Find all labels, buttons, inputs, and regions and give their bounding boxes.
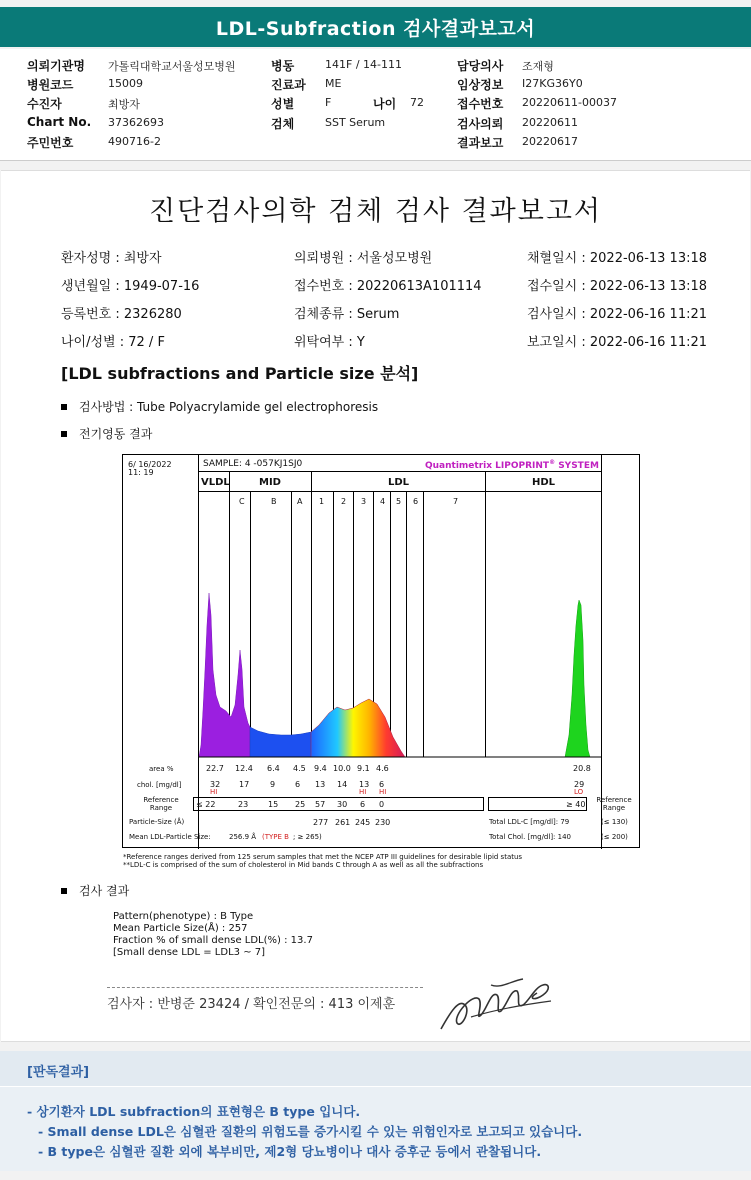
mean-size-label: Mean LDL-Particle Size: [129,833,211,841]
registered-mark-icon: ® [549,459,556,466]
ref-c: 23 [238,800,249,809]
result-sdldl-def: [Small dense LDL = LDL3 ~ 7] [113,947,266,958]
patient-label: 수진자 [27,97,62,111]
area-hdl: 20.8 [573,764,591,773]
chol-a: 6 [295,780,301,789]
flag-3: HI [359,788,367,796]
psize-row-label: Particle-Size (Å) [129,818,185,826]
area-b: 6.4 [267,764,280,773]
area-c: 12.4 [235,764,253,773]
ref-row-label: Reference Range [143,796,179,812]
info-birthdate: 생년월일 : 1949-07-16 [61,279,200,294]
department-label: 진료과 [271,78,306,92]
ref-3: 6 [360,800,366,809]
info-specimen: 검체종류 : Serum [294,307,400,322]
psize-1: 277 [313,818,329,827]
ward-label: 병동 [271,59,295,73]
area-vldl: 22.7 [206,764,224,773]
signature-line: 검사자 : 반병준 23424 / 확인전문의 : 413 이제훈 [107,997,396,1012]
chart-sample: SAMPLE: 4 -057KJ1SJ0 [203,459,303,469]
sex-label: 성별 [271,97,295,111]
ref-1: 57 [315,800,326,809]
hdl-peak [565,600,590,757]
chart-time: 11: 19 [128,468,154,477]
result-sdldl-fraction: Fraction % of small dense LDL(%) : 13.7 [113,935,313,946]
mean-limit: ; ≥ 265) [293,833,322,841]
result-summary [113,911,313,959]
ref-hdl: ≥ 40 [566,800,586,809]
band-b: B [271,497,277,506]
info-report-time: 보고일시 : 2022-06-16 11:21 [527,335,708,350]
area-row-label: area % [149,765,174,773]
resident-no-value: 490716-2 [108,135,161,148]
chol-hdl: 29 [574,780,585,789]
mid-hump [250,727,311,757]
chart-no-label: Chart No. [27,115,92,129]
request-date-value: 20220611 [522,116,578,129]
band-1: 1 [319,497,325,506]
report-date-label: 결과보고 [457,136,504,150]
specimen-label: 검체 [271,117,295,131]
psize-2: 261 [335,818,351,827]
chart-no-value: 37362693 [108,116,164,129]
flag-vldl: HI [210,788,218,796]
hospital-code-value: 15009 [108,77,143,90]
age-label: 나이 [373,97,397,111]
signature-divider [107,987,423,988]
info-receipt-no: 접수번호 : 20220613A101114 [294,279,482,294]
psize-3: 245 [355,818,371,827]
chol-2: 14 [337,780,348,789]
footnote-1: *Reference ranges derived from 125 serum samples that met the NCEP ATP III guidelines for desirable lipid status [123,853,523,861]
footnote-2: **LDL-C is comprised of the sum of cholesterol in Mid bands C through A as well as all the subfractions [123,861,484,869]
bullet-icon [61,888,67,894]
sex-value: F [325,96,332,109]
clinical-info-label: 임상정보 [457,78,504,92]
chol-4: 6 [379,780,385,789]
receipt-no-label: 접수번호 [457,97,504,111]
method-line [61,398,378,415]
age-value: 72 [410,96,424,109]
request-date-label: 검사의뢰 [457,117,504,131]
band-5: 5 [396,497,402,506]
band-c: C [239,497,245,506]
total-ldl: Total LDL-C [mg/dl]: 79 [489,818,570,826]
info-receipt-time: 접수일시 : 2022-06-13 13:18 [527,279,708,294]
electro-title: 전기영동 결과 [79,427,153,441]
ref-2: 30 [337,800,348,809]
info-patient-name: 환자성명 : 최방자 [61,251,162,266]
electrophoresis-chart [122,454,640,848]
mean-type: (TYPE B [262,833,289,841]
method-text: 검사방법 : Tube Polyacrylamide gel electrophoresis [79,400,379,414]
hospital-label: 의뢰기관명 [27,59,85,73]
hospital-value: 가톨릭대학교서울성모병원 [108,60,236,73]
interpretation-line-1: - 상기환자 LDL subfraction의 표현형은 B type 입니다. [27,1104,361,1119]
chol-b: 9 [270,780,276,789]
area-4: 4.6 [376,764,389,773]
result-heading [61,882,129,899]
clinical-info-value: I27KG36Y0 [522,77,583,90]
area-a: 4.5 [293,764,306,773]
patient-value: 최방자 [108,98,140,111]
total-chol-limit: (≤ 200) [601,833,628,841]
chol-vldl: 32 [210,780,221,789]
ward-value: 141F / 14-111 [325,58,402,71]
chol-1: 13 [315,780,326,789]
request-header [0,49,751,161]
flag-4: HI [379,788,387,796]
bullet-icon [61,404,67,410]
band-7: 7 [453,497,459,506]
handwritten-signature [431,971,561,1039]
ref-row-label-right: Reference Range [596,796,632,812]
chol-row-label: chol. [mg/dl] [137,781,182,789]
report-date-value: 20220617 [522,135,578,148]
total-ldl-limit: (≤ 130) [601,818,628,826]
department-value: ME [325,77,342,90]
electro-heading [61,425,152,442]
lab-report [1,170,750,1042]
band-a: A [297,497,303,506]
interpretation-line-3: - B type은 심혈관 질환 외에 복부비만, 제2형 당뇨병이나 대사 증후군 등에서 관찰됩니다. [38,1144,542,1159]
brand-name: Quantimetrix LIPOPRINT [425,461,550,471]
info-reg-no: 등록번호 : 2326280 [61,307,182,322]
vldl-label: VLDL [201,477,230,488]
info-collect-time: 채혈일시 : 2022-06-13 13:18 [527,251,708,266]
specimen-value: SST Serum [325,116,386,129]
psize-4: 230 [375,818,391,827]
ref-b: 15 [268,800,279,809]
chol-c: 17 [239,780,250,789]
hdl-label: HDL [532,477,556,488]
band-4: 4 [380,497,386,506]
ref-vldl: ≤ 22 [196,800,216,809]
report-title: 진단검사의학 검체 검사 결과보고서 [149,196,602,227]
ldl-hump [311,699,405,757]
chart-date: 6/ 16/2022 [128,460,172,469]
chol-3: 13 [359,780,370,789]
info-age-sex: 나이/성별 : 72 / F [61,335,165,350]
result-mean-size: Mean Particle Size(Å) : 257 [113,923,248,934]
total-chol: Total Chol. [mg/dl]: 140 [489,833,571,841]
receipt-no-value: 20220611-00037 [522,96,617,109]
resident-no-label: 주민번호 [27,136,74,150]
hospital-code-label: 병원코드 [27,78,74,92]
doctor-label: 담당의사 [457,59,504,73]
brand-tail: SYSTEM [558,461,599,471]
interpretation-panel [0,1051,751,1171]
bullet-icon [61,431,67,437]
section-title: [LDL subfractions and Particle size 분석] [61,364,419,383]
interpretation-title: [판독결과] [27,1065,90,1080]
band-6: 6 [413,497,419,506]
flag-hdl: LO [574,788,584,796]
result-pattern: Pattern(phenotype) : B Type [113,911,254,922]
interpretation-header [0,1051,751,1087]
page-title: LDL-Subfraction 검사결과보고서 [0,7,751,47]
interpretation-line-2: - Small dense LDL은 심혈관 질환의 위험도를 증가시킬 수 있는 위험인자로 보고되고 있습니다. [38,1124,583,1139]
ldl-label: LDL [388,477,410,488]
band-2: 2 [341,497,347,506]
ref-a: 25 [295,800,306,809]
mid-label: MID [259,477,281,488]
result-title: 검사 결과 [79,884,130,898]
mean-size-value: 256.9 Å [229,833,257,841]
doctor-value: 조재형 [522,60,554,73]
area-3: 9.1 [357,764,370,773]
area-2: 10.0 [333,764,351,773]
vldl-peak [199,593,250,757]
info-consign: 위탁여부 : Y [294,335,365,350]
info-test-time: 검사일시 : 2022-06-16 11:21 [527,307,708,322]
band-3: 3 [361,497,367,506]
info-hospital: 의뢰병원 : 서울성모병원 [294,251,433,266]
area-1: 9.4 [314,764,327,773]
ref-4: 0 [379,800,385,809]
